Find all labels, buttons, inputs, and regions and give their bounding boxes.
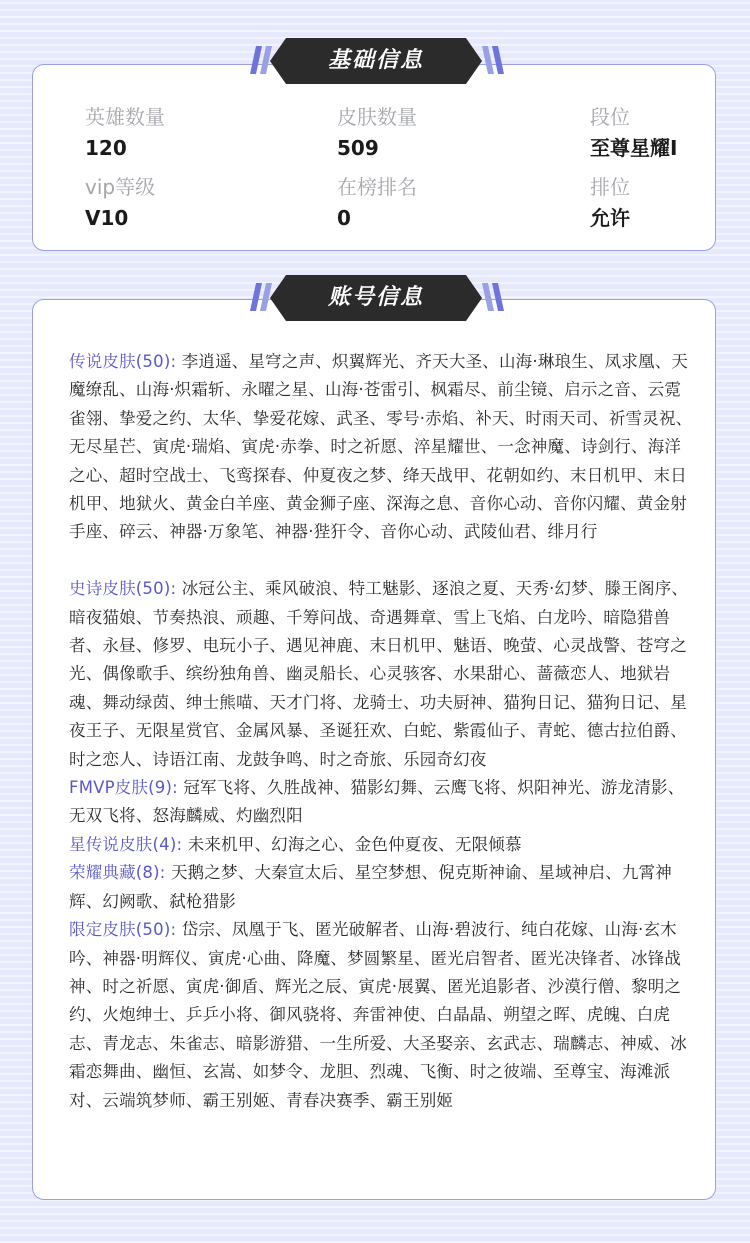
- section-gap: [69, 547, 697, 575]
- stat-label: 段位: [590, 105, 630, 129]
- stat-value: 0: [337, 206, 351, 230]
- skin-items: 天鹅之梦、大秦宣太后、星空梦想、倪克斯神谕、星域神启、九霄神辉、幻阙歌、弑枪猎影: [69, 863, 672, 911]
- stat-value: 509: [337, 136, 379, 160]
- skin-section-glory-collection: [69, 859, 697, 916]
- section-title: 基础信息: [327, 48, 424, 73]
- skin-section-epic: [69, 575, 697, 774]
- stat-value: 允许: [590, 206, 630, 230]
- stat-hero-count: [85, 103, 165, 162]
- category-label: 星传说皮肤(4):: [69, 834, 183, 854]
- stat-value: 至尊星耀I: [590, 136, 678, 160]
- category-label: 限定皮肤(50):: [69, 920, 177, 940]
- account-info-card: [32, 299, 716, 1200]
- category-label: 传说皮肤(50):: [69, 352, 177, 371]
- stat-leaderboard-rank: [337, 173, 417, 232]
- skin-section-legendary: [69, 348, 697, 547]
- stat-label: 英雄数量: [85, 105, 165, 129]
- skin-items: 未来机甲、幻海之心、金色仲夏夜、无限倾慕: [187, 834, 522, 854]
- category-label: FMVP皮肤(9):: [69, 778, 178, 798]
- stat-label: vip等级: [85, 175, 156, 199]
- stat-skin-count: [337, 103, 417, 162]
- basic-info-card: [32, 64, 716, 251]
- skin-list: [69, 348, 697, 1115]
- skin-items: 冠军飞将、久胜战神、猫影幻舞、云鹰飞将、炽阳神光、游龙清影、无双飞将、怒海麟威、灼幽烈阳: [69, 778, 685, 826]
- stat-label: 皮肤数量: [337, 105, 417, 129]
- section-banner-account: [248, 275, 504, 321]
- stat-label: 在榜排名: [337, 175, 417, 199]
- skin-items: 李逍遥、星穹之声、炽翼辉光、齐天大圣、山海·琳琅生、凤求凰、天魔缭乱、山海·炽霜斩、永曜之星、山海·苍雷引、枫霜尽、前尘镜、启示之音、云霓雀翎、挚爱之约、太华、挚爱花嫁、武圣、零号·赤焰、补天、时雨天司、祈雪灵祝、无尽星芒、寅虎·瑞焰、寅虎·赤拳、时之祈愿、淬星耀世、一念神魔、诗剑行、海洋之心、超时空战士、飞鸾探春、仲夏夜之梦、绛天战甲、花朝如约、末日机甲、末日机甲、地狱火、黄金白羊座、黄金狮子座、深海之息、音你心动、音你闪耀、黄金射手座、碎云、神器·万象笔、神器·狴犴令、音你心动、武陵仙君、绯月行: [69, 352, 693, 542]
- skin-items: 冰冠公主、乘风破浪、特工魅影、逐浪之夏、天秀·幻梦、滕王阁序、暗夜猫娘、节奏热浪、顽趣、千筹问战、奇遇舞章、雪上飞焰、白龙吟、暗隐猎兽者、永昼、修罗、电玩小子、遇见神鹿、末日机甲、魅语、晚萤、心灵战警、苍穹之光、偶像歌手、缤纷独角兽、幽灵船长、心灵骇客、水果甜心、蔷薇恋人、地狱岩魂、舞动绿茵、绅士熊喵、天才门将、龙骑士、功夫厨神、猫狗日记、猫狗日记、星夜王子、无限星赏官、金属风暴、圣诞狂欢、白蛇、紫霞仙子、青蛇、德古拉伯爵、时之恋人、诗语江南、龙鼓争鸣、时之奇旅、乐园奇幻夜: [69, 579, 689, 769]
- stat-rank-tier: [590, 103, 677, 162]
- section-title: 账号信息: [327, 285, 424, 310]
- stat-label: 排位: [590, 175, 630, 199]
- category-label: 史诗皮肤(50):: [69, 579, 177, 599]
- skin-section-limited: [69, 916, 697, 1115]
- skin-section-star-legendary: [69, 831, 697, 859]
- skin-items: 岱宗、凤凰于飞、匿光破解者、山海·碧波行、纯白花嫁、山海·玄木吟、神器·明辉仪、寅虎·心曲、降魔、梦圆繁星、匿光启智者、匿光决锋者、冰锋战神、时之祈愿、寅虎·御盾、辉光之辰、寅虎·展翼、匿光追影者、沙漠行僧、黎明之约、火炮绅士、乒乒小将、御风骁将、奔雷神使、白晶晶、朔望之晖、虎魄、白虎志、青龙志、朱雀志、暗影游猎、一生所爱、大圣娶亲、玄武志、瑞麟志、神威、冰霜恋舞曲、幽恒、玄嵩、如梦令、龙胆、烈魂、飞衡、时之彼端、至尊宝、海滩派对、云端筑梦师、霸王别姬、青春决赛季、霸王别姬: [69, 920, 687, 1110]
- category-label: 荣耀典藏(8):: [69, 863, 166, 883]
- stat-vip-level: [85, 173, 155, 232]
- stat-value: 120: [85, 136, 127, 160]
- section-banner-basic: [248, 38, 504, 84]
- skin-section-fmvp: [69, 774, 697, 831]
- stat-value: V10: [85, 206, 129, 230]
- stat-ranked-allowed: [590, 173, 630, 232]
